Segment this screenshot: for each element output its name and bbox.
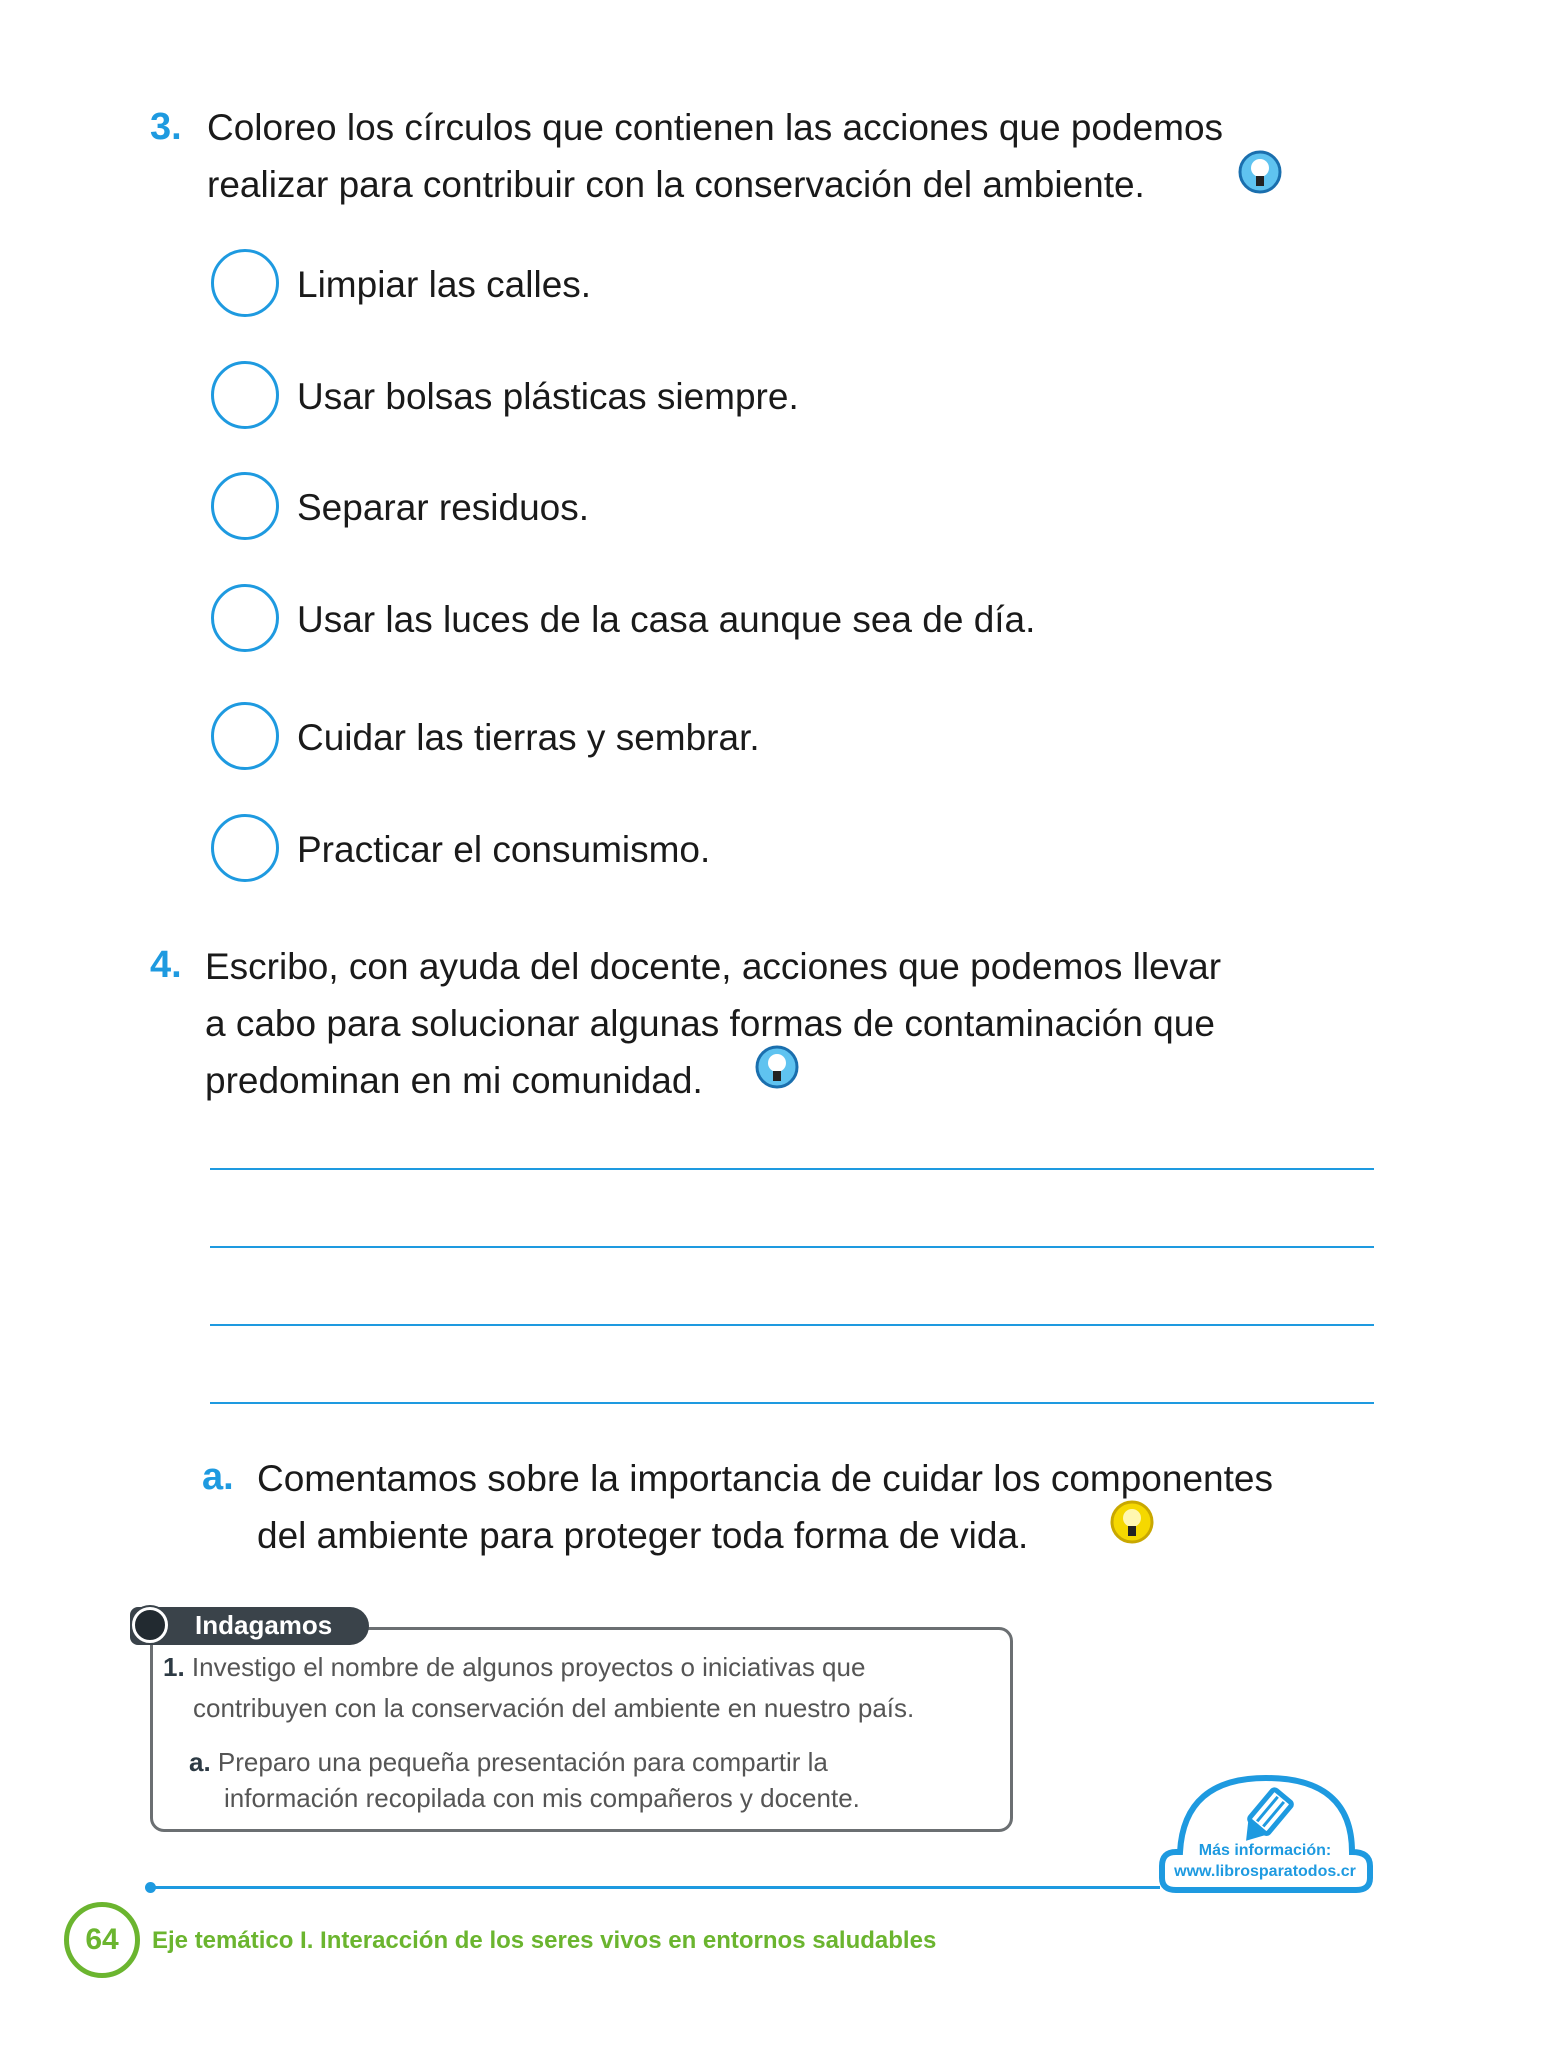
option-label: Separar residuos. (297, 487, 590, 528)
option-circle[interactable] (211, 584, 279, 652)
tab-dot-icon (132, 1607, 168, 1643)
footer-section-title: Eje temático I. Interacción de los seres vivos en entornos saludables (152, 1927, 937, 1954)
sub-letter: a. (189, 1747, 211, 1777)
answer-line[interactable] (210, 1246, 1374, 1248)
option-label: Usar bolsas plásticas siempre. (297, 376, 799, 417)
option-label: Practicar el consumismo. (297, 829, 711, 870)
subquestion-line-1: Comentamos sobre la importancia de cuidar los componentes (257, 1458, 1273, 1499)
indagamos-item-line-1 (163, 1652, 865, 1683)
question-4-line-2: a cabo para solucionar algunas formas de contaminación que (205, 1003, 1215, 1044)
item-text: Investigo el nombre de algunos proyectos o iniciativas que (191, 1652, 866, 1682)
option-circle[interactable] (211, 472, 279, 540)
option-label: Cuidar las tierras y sembrar. (297, 717, 760, 758)
lightbulb-icon (755, 1045, 799, 1093)
answer-line[interactable] (210, 1168, 1374, 1170)
answer-line[interactable] (210, 1402, 1374, 1404)
page-number: 64 (64, 1902, 140, 1978)
question-4-number: 4. (150, 944, 182, 986)
subquestion-letter: a. (202, 1456, 234, 1498)
lightbulb-icon (1238, 150, 1282, 198)
sub-text: Preparo una pequeña presentación para compartir la (217, 1747, 828, 1777)
option-label: Usar las luces de la casa aunque sea de día. (297, 599, 1036, 640)
indagamos-sub-line-1 (189, 1747, 828, 1778)
question-3-line-1: Coloreo los círculos que contienen las acciones que podemos (207, 107, 1224, 148)
option-label: Limpiar las calles. (297, 264, 592, 305)
question-4-line-3: predominan en mi comunidad. (205, 1060, 703, 1101)
option-circle[interactable] (211, 814, 279, 882)
question-3-line-2: realizar para contribuir con la conservación del ambiente. (207, 164, 1145, 205)
indagamos-sub-line-2: información recopilada con mis compañeros y docente. (224, 1783, 860, 1813)
option-circle[interactable] (211, 361, 279, 429)
divider-dot (145, 1882, 156, 1893)
more-info-url[interactable]: www.librosparatodos.cr (1174, 1863, 1356, 1880)
question-3-text (207, 99, 1223, 213)
indagamos-title: Indagamos (195, 1610, 333, 1640)
option-circle[interactable] (211, 249, 279, 317)
item-number: 1. (163, 1652, 185, 1682)
question-4-line-1: Escribo, con ayuda del docente, acciones que podemos llevar (205, 946, 1222, 987)
indagamos-item-line-2: contribuyen con la conservación del ambiente en nuestro país. (193, 1693, 915, 1723)
question-4-text (205, 938, 1221, 1109)
more-info-label: Más información: (1198, 1842, 1332, 1859)
subquestion-line-2: del ambiente para proteger toda forma de vida. (257, 1515, 1029, 1556)
option-circle[interactable] (211, 702, 279, 770)
question-3-number: 3. (150, 106, 182, 148)
answer-line[interactable] (210, 1324, 1374, 1326)
lightbulb-icon (1110, 1500, 1154, 1548)
footer-divider (150, 1886, 1160, 1889)
